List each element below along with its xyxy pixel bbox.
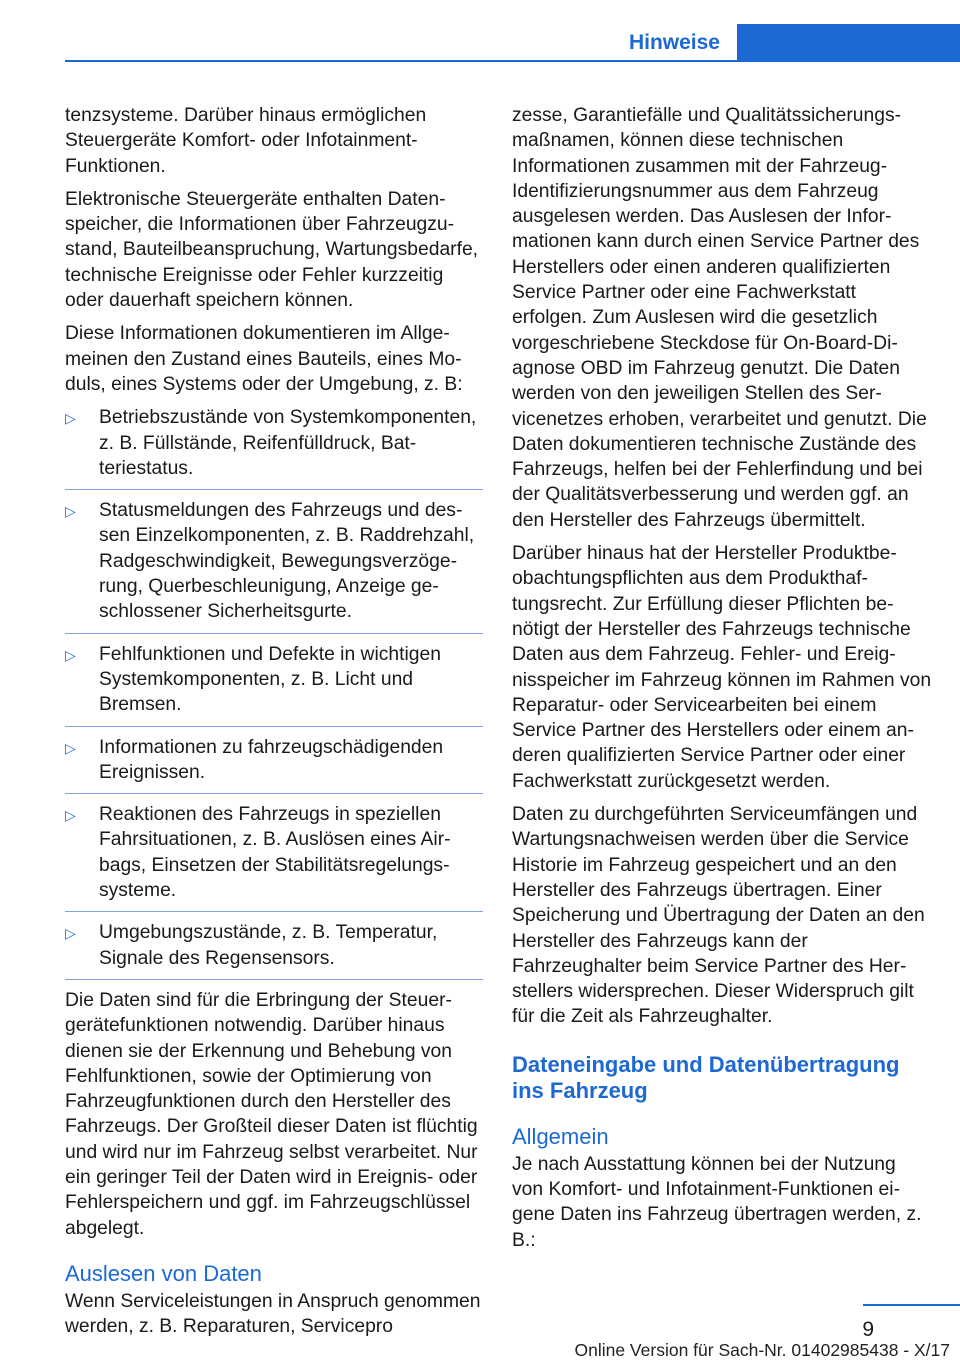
section-title: Hinweise [628, 31, 720, 54]
paragraph-service-history: Daten zu durchgeführten Serviceumfängen und Wartungsnachweisen werden über die Service Historie im Fahrzeug gespeichert und an den Hersteller des Fahrzeugs übertragen. Einer Speicherung und Übertragung der Daten an den Hersteller des Fahrzeugs kann der Fahrzeughalter beim Service Partner des Herstellers widersprechen. Dieser Widerspruch gilt für die Zeit als Fahrzeughalter. [512, 804, 925, 1028]
triangle-bullet-icon: ▷ [65, 646, 76, 663]
header-tab [737, 24, 960, 62]
list-item: ▷ Umgebungszustände, z. B. Temperatur, Signale des Regensensors. [65, 920, 483, 980]
footer-rule [863, 1304, 960, 1306]
paragraph-readout-continued: zesse, Garantiefälle und Qualitätssicherungsmaßnamen, können diese technischen Informationen zusammen mit der Fahrzeug-Identifizierungsnummer aus dem Fahrzeug ausgelesen werden. Das Auslesen der Informationen kann durch einen Service Partner des Herstellers oder einen anderen qualifizierten Service Partner oder eine Fachwerkstatt erfolgen. Zum Auslesen wird die gesetzlich vorgeschriebene Steckdose für On-Board-Diagnose OBD im Fahrzeug genutzt. Die Daten werden von den jeweiligen Stellen des Servicenetzes erhoben, verarbeitet und genutzt. Die Daten dokumentieren technische Zustände des Fahrzeugs, helfen bei der Fehlerfindung und bei der Qualitätsverbesserung und werden ggf. an den Hersteller des Fahrzeugs übermittelt. [512, 105, 927, 531]
triangle-bullet-icon: ▷ [65, 410, 76, 427]
bullet-list [65, 405, 483, 980]
list-item: ▷ Fehlfunktionen und Defekte in wichtigen Systemkomponenten, z. B. Licht und Bremsen. [65, 642, 483, 727]
triangle-bullet-icon: ▷ [65, 739, 76, 756]
right-column [512, 103, 932, 1261]
paragraph-readout-start: Wenn Serviceleistungen in Anspruch genommen werden, z. B. Reparaturen, Servicepro [65, 1290, 481, 1338]
paragraph-storage: Elektronische Steuergeräte enthalten Datenspeicher, die Informationen über Fahrzeugzustand, Bauteilbeanspruchung, Wartungsbedarfe, technische Ereignisse oder Fehler kurzzeitig oder dauerhaft speichern können. [65, 188, 479, 312]
list-item: ▷ Informationen zu fahrzeugschädigenden Ereignissen. [65, 735, 483, 795]
triangle-bullet-icon: ▷ [65, 925, 76, 942]
paragraph-general: Je nach Ausstattung können bei der Nutzung von Komfort- und Infotainment-Funktionen eigene Daten ins Fahrzeug übertragen werden, z. B.: [512, 1153, 922, 1251]
header-rule [65, 60, 737, 62]
heading-data-input: Dateneingabe und Datenübertragung ins Fahrzeug [512, 1051, 900, 1103]
triangle-bullet-icon: ▷ [65, 503, 76, 520]
subheading-general: Allgemein [512, 1123, 609, 1149]
left-column [65, 103, 483, 1347]
paragraph-product-monitoring: Darüber hinaus hat der Hersteller Produktbeobachtungspflichten aus dem Produkthaftungsrecht. Zur Erfüllung dieser Pflichten benötigt der Hersteller des Fahrzeugs technische Daten aus dem Fahrzeug. Fehler- und Ereignisspeicher im Fahrzeug können im Rahmen von Reparatur- oder Servicearbeiten bei einem Service Partner des Herstellers oder einem anderen qualifizierten Service Partner oder einer Fachwerkstatt zurückgesetzt werden. [512, 543, 932, 792]
paragraph-purpose: Die Daten sind für die Erbringung der Steuergerätefunktionen notwendig. Darüber hinaus dienen sie der Erkennung und Behebung von Fehlfunktionen, sowie der Optimierung von Fahrzeugfunktionen durch den Hersteller des Fahrzeugs. Der Großteil dieser Daten ist flüchtig und wird nur im Fahrzeug selbst verarbeitet. Nur ein geringer Teil der Daten wird in Ereignis- oder Fehlerspeichern und ggf. im Fahrzeugschlüssel abgelegt. [65, 989, 478, 1239]
online-version-note: Online Version für Sach-Nr. 01402985438 - X/17 [574, 1340, 950, 1360]
heading-readout: Auslesen von Daten [65, 1260, 262, 1286]
paragraph-documentation: Diese Informationen dokumentieren im Allgemeinen den Zustand eines Bauteils, eines Moduls, eines Systems oder der Umgebung, z. B: [65, 323, 463, 395]
triangle-bullet-icon: ▷ [65, 807, 76, 824]
list-item: ▷ Betriebszustände von Systemkomponenten, z. B. Füllstände, Reifenfülldruck, Batteriestatus. [65, 405, 483, 490]
list-item: ▷ Statusmeldungen des Fahrzeugs und dessen Einzelkomponenten, z. B. Raddrehzahl, Radgeschwindigkeit, Bewegungsverzögerung, Querbeschleunigung, Anzeige geschlossener Sicherheitsgurte. [65, 498, 483, 633]
page-number: 9 [862, 1318, 874, 1341]
paragraph-intro: tenzsysteme. Darüber hinaus ermöglichen Steuergeräte Komfort- oder Infotainment-Funktionen. [65, 105, 427, 177]
list-item: ▷ Reaktionen des Fahrzeugs in speziellen Fahrsituationen, z. B. Auslösen eines Airbags, Einsetzen der Stabilitätsregelungssysteme. [65, 802, 483, 912]
